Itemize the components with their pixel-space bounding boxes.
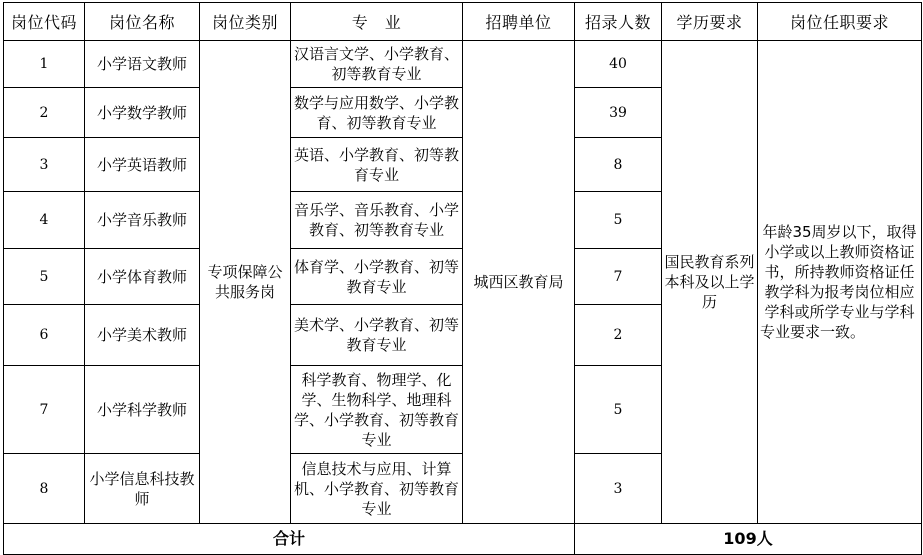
- position-name: 小学体育教师: [85, 249, 200, 305]
- position-code: 4: [4, 192, 85, 249]
- position-major: 信息技术与应用、计算机、小学教育、初等教育专业: [291, 454, 463, 524]
- recruiting-unit: 城西区教育局: [463, 41, 575, 524]
- education-requirement: 国民教育系列本科及以上学历: [662, 41, 758, 524]
- position-name: 小学美术教师: [85, 305, 200, 366]
- recruit-count: 5: [575, 366, 662, 454]
- position-code: 1: [4, 41, 85, 88]
- position-code: 2: [4, 88, 85, 138]
- position-major: 体育学、小学教育、初等教育专业: [291, 249, 463, 305]
- position-major: 音乐学、音乐教育、小学教育、初等教育专业: [291, 192, 463, 249]
- header-name: 岗位名称: [85, 3, 200, 41]
- recruit-count: 5: [575, 192, 662, 249]
- recruit-count: 8: [575, 138, 662, 192]
- total-label: 合计: [4, 524, 575, 555]
- position-name: 小学数学教师: [85, 88, 200, 138]
- position-code: 6: [4, 305, 85, 366]
- total-value: 109人: [575, 524, 922, 555]
- table-row: [4, 41, 922, 88]
- position-name: 小学音乐教师: [85, 192, 200, 249]
- header-count: 招录人数: [575, 3, 662, 41]
- header-education: 学历要求: [662, 3, 758, 41]
- total-row: [4, 524, 922, 555]
- header-major: 专 业: [291, 3, 463, 41]
- position-name: 小学科学教师: [85, 366, 200, 454]
- recruit-count: 3: [575, 454, 662, 524]
- position-name: 小学语文教师: [85, 41, 200, 88]
- header-requirements: 岗位任职要求: [758, 3, 922, 41]
- position-major: 汉语言文学、小学教育、初等教育专业: [291, 41, 463, 88]
- position-major: 美术学、小学教育、初等教育专业: [291, 305, 463, 366]
- position-code: 3: [4, 138, 85, 192]
- position-major: 数学与应用数学、小学教育、初等教育专业: [291, 88, 463, 138]
- position-name: 小学信息科技教师: [85, 454, 200, 524]
- position-major: 科学教育、物理学、化学、生物科学、地理科学、小学教育、初等教育专业: [291, 366, 463, 454]
- recruit-count: 2: [575, 305, 662, 366]
- recruit-count: 40: [575, 41, 662, 88]
- position-code: 8: [4, 454, 85, 524]
- recruit-count: 7: [575, 249, 662, 305]
- position-code: 5: [4, 249, 85, 305]
- recruitment-table: [3, 2, 922, 555]
- position-name: 小学英语教师: [85, 138, 200, 192]
- position-code: 7: [4, 366, 85, 454]
- header-code: 岗位代码: [4, 3, 85, 41]
- position-requirements: 年龄35周岁以下，取得小学或以上教师资格证书，所持教师资格证任教学科为报考岗位相应学科或所学专业与学科专业要求一致。: [758, 41, 922, 524]
- header-unit: 招聘单位: [463, 3, 575, 41]
- position-major: 英语、小学教育、初等教育专业: [291, 138, 463, 192]
- header-row: [4, 3, 922, 41]
- recruit-count: 39: [575, 88, 662, 138]
- header-category: 岗位类别: [200, 3, 291, 41]
- position-category: 专项保障公共服务岗: [200, 41, 291, 524]
